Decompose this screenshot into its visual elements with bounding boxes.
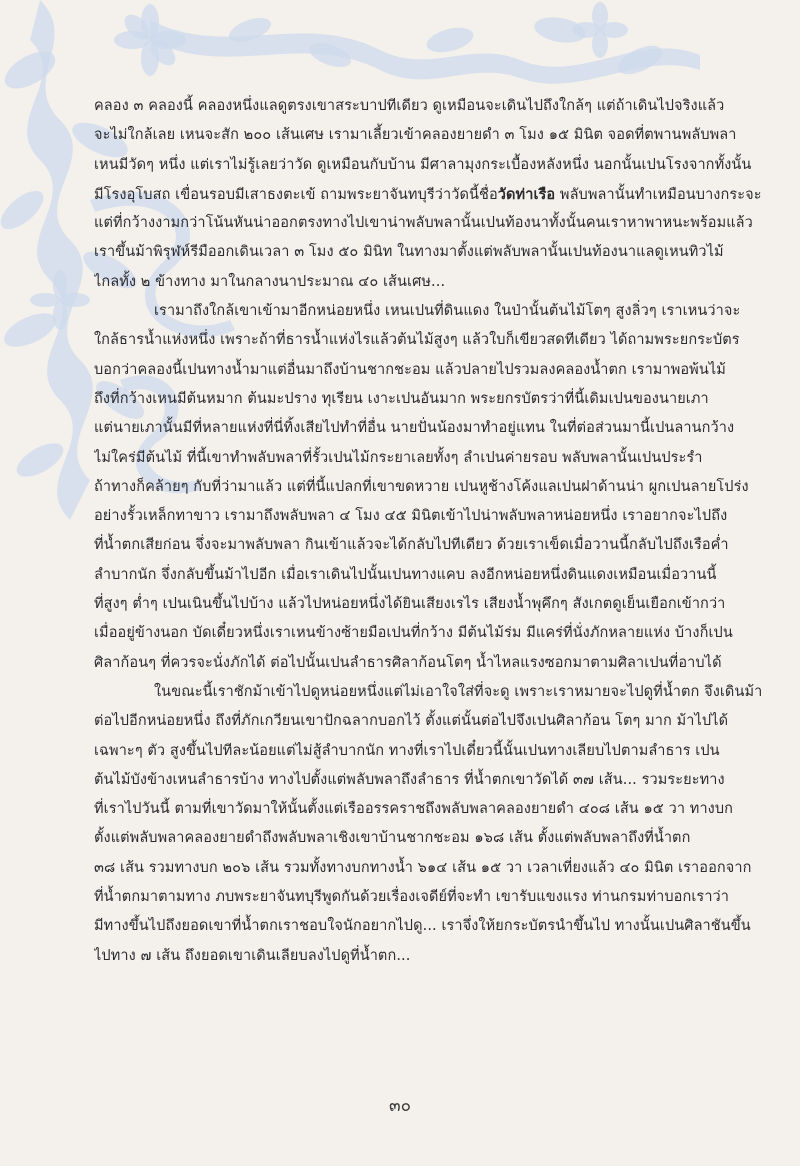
text-line: แต่ที่กว้างงามกว่าโน้นหันน่าออกตรงทางไปเขาน่าพลับพลานั้นเปนท้องนาทั้งนั้นคนเราหาพาหนะพร้อมแล้ว (94, 215, 753, 232)
text-line: ถึงที่กว้างเหนมีต้นหมาก ต้นมะปราง ทุเรียน เงาะเปนอันมาก พระยกรบัตรว่าที่นี้เดิมเปนของนายเภา (94, 390, 709, 407)
text-line: ในขณะนี้เราชักม้าเข้าไปดูหน่อยหนึ่งแต่ไม่เอาใจใส่ที่จะดู เพราะเราหมายจะไปดูที่น้ำตก จึงเดินม้า (154, 683, 763, 700)
text-line: มีทางขึ้นไปถึงยอดเขาที่น้ำตกเราชอบใจนักอยากไปดู... เราจึ่งให้ยกระบัตรนำขึ้นไป ทางนั้นเปนศิลาชันขึ้น (94, 918, 751, 935)
text-line: ต้นไม้บังข้างเหนลำธารบ้าง ทางไปตั้งแต่พลับพลาถึงลำธาร ที่น้ำตกเขาวัดได้ ๓๗ เส้น... รวมระยะทาง (94, 771, 725, 788)
text-line: ที่น้ำตกมาตามทาง ภบพระยาจันทบุรีพูดกันด้วยเรื่องเจดีย์ที่จะทำ เขารับแขงแรง ท่านกรมท่าบอกเราว่า (94, 889, 730, 906)
text-line: ต่อไปอีกหน่อยหนึ่ง ถึงที่ภักเกวียนเขาปักฉลากบอกไว้ ตั้งแต่นั้นต่อไปจึงเปนศิลาก้อน โตๆ มาก ม้าไปได้ (94, 713, 729, 730)
text-line: ไม่ใคร่มีต้นไม้ ที่นี้เขาทำพลับพลาที่รั้วเปนไม้กระยาเลยทั้งๆ ลำเปนค่ายรอบ พลับพลานั้นเปนประรำ (94, 449, 703, 466)
text-line: ที่เราไปวันนี้ ตามที่เขาวัดมาให้นั้นตั้งแต่เรืออรรคราชถึงพลับพลาคลองยายดำ ๔๐๘ เส้น ๑๕ วา ทางบก (94, 801, 734, 818)
text-line: จะไม่ใกล้เลย เหนจะสัก ๒๐๐ เส้นเศษ เรามาเลี้ยวเข้าคลองยายดำ ๓ โมง ๑๕ มินิต จอดที่ตพานพลับพลา (94, 127, 737, 144)
paragraph-1 (94, 92, 784, 297)
text-line: บอกว่าคลองนี้เปนทางน้ำมาแต่อื่นมาถึงบ้านชากชะอม แล้วปลายไปรวมลงคลองน้ำตก เรามาพอพ้นไม้ (94, 361, 726, 378)
text-line: ลำบากนัก จึ่งกลับขึ้นม้าไปอีก เมื่อเราเดินไปนั้นเปนทางแคบ ลงอีกหน่อยหนึ่งดินแดงเหมือนเมื่อวานนี้ (94, 566, 717, 583)
text-line: ไปทาง ๗ เส้น ถึงยอดเขาเดินเลียบลงไปดูที่น้ำตก... (94, 947, 411, 964)
paragraph-2 (94, 297, 784, 678)
text-line: ๓๘ เส้น รวมทางบก ๒๐๖ เส้น รวมทั้งทางบกทางน้ำ ๖๑๔ เส้น ๑๕ วา เวลาเที่ยงแล้ว ๔๐ มินิต เราออกจาก (94, 859, 752, 876)
text-line: แต่นายเภานั้นมีที่หลายแห่งที่นี่ทิ้งเสียไปทำที่อื่น นายปั่นน้องมาทำอยู่แทน ในที่ต่อส่วนมานี้เปนลานกว้าง (94, 420, 735, 437)
text-line: เราขึ้นม้าพิรุฬห์รีมืออกเดินเวลา ๓ โมง ๕๐ มินิท ในทางมาตั้งแต่พลับพลานั้นเปนท้องนาแลดูเหนทิวไม้ (94, 244, 724, 261)
text-line: คลอง ๓ คลองนี้ คลองหนึ่งแลดูตรงเขาสระบาปทีเดียว ดูเหมือนจะเดินไปถึงใกล้ๆ แต่ถ้าเดินไปจริงแล้ว (94, 98, 725, 114)
text-line (94, 180, 784, 209)
text-line-head: มีโรงอุโบสถ เขื่อนรอบมีเสาธงตะเข้ ถามพระยาจันทบุรีว่าวัดนี้ชื่อ (94, 186, 498, 203)
text-line: เมื่ออยู่ข้างนอก บัดเดี๋ยวหนึ่งเราเหนข้างซ้ายมือเปนที่กว้าง มีต้นไม้ร่ม มีแคร่ที่นั่งภักหลายแห่ง บ้างก็เปน (94, 625, 733, 642)
body-text (94, 92, 784, 971)
text-line: ที่สูงๆ ต่ำๆ เปนเนินขึ้นไปบ้าง แล้วไปหน่อยหนึ่งได้ยินเสียงเรไร เสียงน้ำพุคึกๆ สังเกตดูเย็นเยือกเข้ากว่า (94, 596, 726, 613)
page-number: ๓๐ (389, 1096, 411, 1116)
text-line: เฉพาะๆ ตัว สูงขึ้นไปทีละน้อยแต่ไม่สู้ลำบากนัก ทางที่เราไปเดี๋ยวนี้นั้นเปนทางเลียบไปตามลำธาร เปน (94, 742, 720, 759)
text-line: ที่น้ำตกเสียก่อน จึ่งจะมาพลับพลา กินเข้าแล้วจะได้กลับไปทีเดียว ด้วยเราเข็ดเมื่อวานนี้กลับไปถึงเรือค่ำ (94, 537, 729, 554)
text-line: ศิลาก้อนๆ ที่ควรจะนั่งภักได้ ต่อไปนั้นเปนลำธารศิลาก้อนโตๆ น้ำไหลแรงซอกมาตามศิลาเปนที่อาบได้ (94, 654, 722, 671)
text-line: เรามาถึงใกล้เขาเข้ามาอีกหน่อยหนึ่ง เหนเปนที่ดินแดง ในป่านั้นต้นไม้โตๆ สูงลิ่วๆ เราเหนว่าจะ (154, 303, 741, 320)
text-line: ไกลทั้ง ๒ ข้างทาง มาในกลางนาประมาณ ๔๐ เส้นเศษ... (94, 273, 446, 290)
text-line: ใกล้ธารน้ำแห่งหนึ่ง เพราะถ้าที่ธารน้ำแห่งไรแล้วต้นไม้สูงๆ แล้วใบก็เขียวสดทีเดียว ได้ถามพระยกระบัตร (94, 332, 740, 349)
text-line: ตั้งแต่พลับพลาคลองยายดำถึงพลับพลาเชิงเขาบ้านชากชะอม ๑๖๘ เส้น ตั้งแต่พลับพลาถึงที่น้ำตก (94, 830, 691, 847)
paragraph-3 (94, 678, 784, 971)
text-line: อย่างรั้วเหล็กทาขาว เรามาถึงพลับพลา ๔ โมง ๔๕ มินิตเข้าไปน่าพลับพลาหน่อยหนึ่ง เราอยากจะไปถึง (94, 508, 728, 525)
text-line: ถ้าทางก็คล้ายๆ กับที่ว่ามาแล้ว แต่ที่นี้แปลกที่เขาขดหวาย เปนหูช้างโค้งแลเปนฝาด้านน่า ผูกเปนลายโปร่ง (94, 478, 749, 495)
text-line-tail: พลับพลานั้นทำเหมือนบางกระจะ (555, 186, 762, 203)
text-line: เหนมีวัดๆ หนึ่ง แต่เราไม่รู้เลยว่าวัด ดูเหมือนกับบ้าน มีศาลามุงกระเบื้องหลังหนึ่ง นอกนั้นเปนโรงจากทั้งนั้น (94, 156, 752, 173)
temple-name-bold: วัดท่าเรือ (497, 185, 556, 203)
